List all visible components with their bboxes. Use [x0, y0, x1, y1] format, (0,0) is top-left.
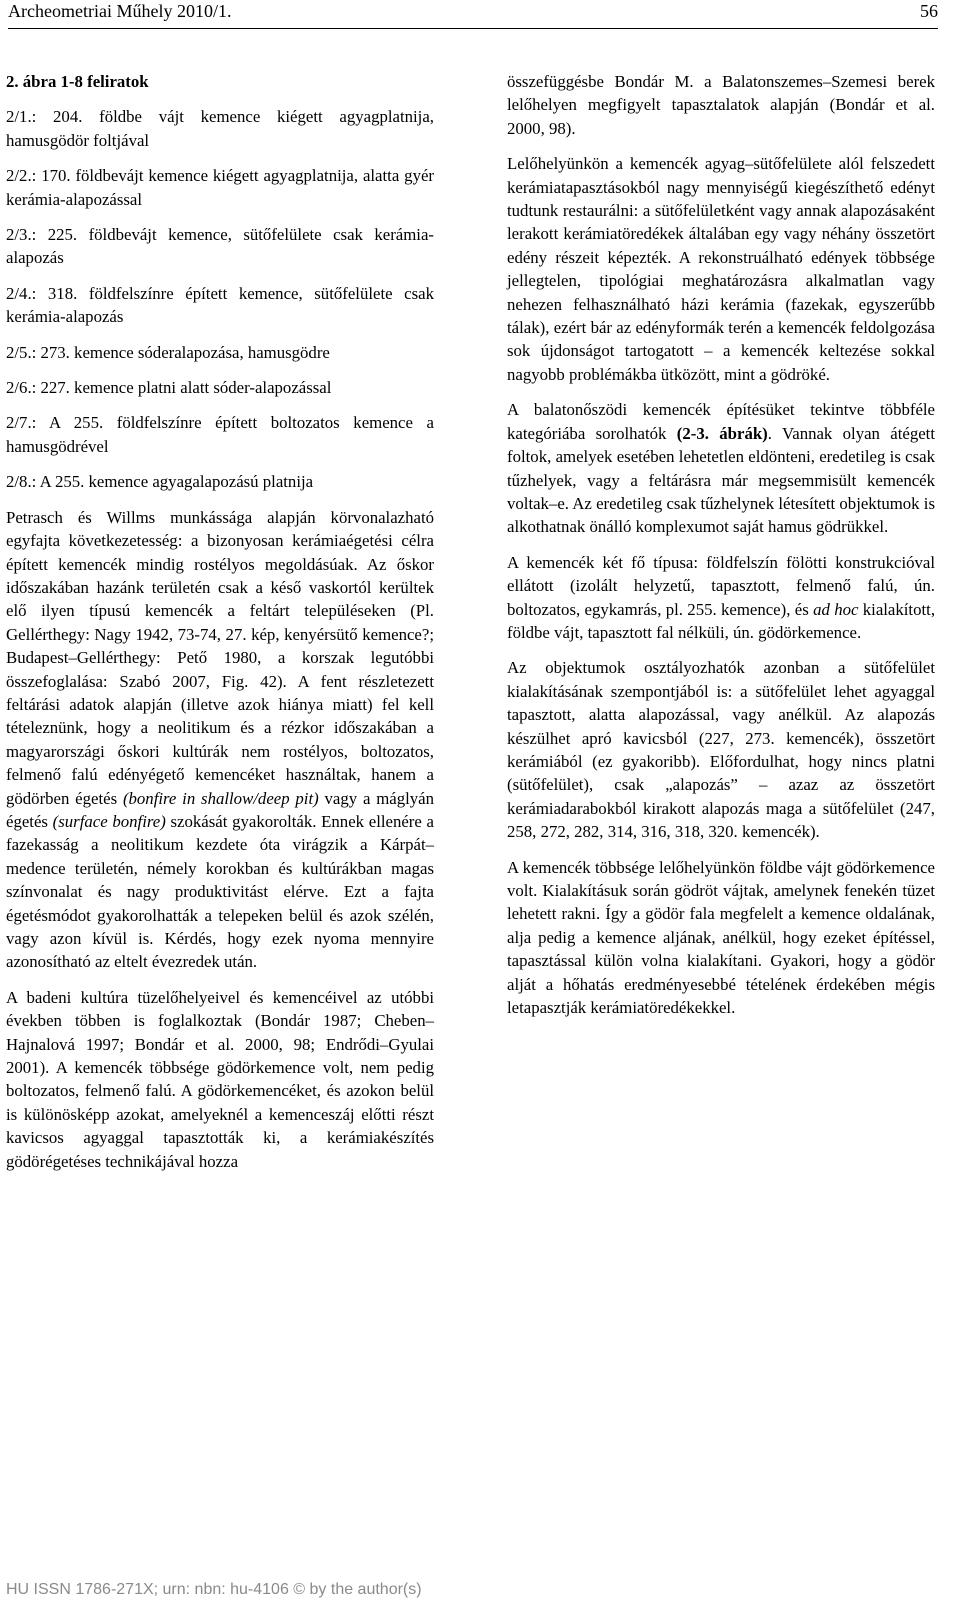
- left-column: [6, 70, 434, 1185]
- body-paragraph: összefüggésbe Bondár M. a Balatonszemes–Szemesi berek lelőhelyen megfigyelt tapasztalatok alapján (Bondár et al. 2000, 98).: [507, 72, 935, 138]
- caption-2-4: 2/4.: 318. földfelszínre épített kemence, sütőfelülete csak kerámia-alapozás: [6, 283, 434, 327]
- issn-footer: HU ISSN 1786-271X; urn: nbn: hu-4106 © by the author(s): [6, 1581, 422, 1598]
- right-column: [507, 70, 935, 1031]
- running-header: [8, 0, 938, 29]
- caption-2-1: 2/1.: 204. földbe vájt kemence kiégett agyagplatnija, hamusgödör foltjával: [6, 107, 434, 150]
- figure-title: 2. ábra 1-8 feliratok: [6, 72, 149, 91]
- caption-2-7: 2/7.: A 255. földfelszínre épített boltozatos kemence a hamusgödrével: [6, 413, 434, 456]
- body-paragraph: Lelőhelyünkön a kemencék agyag–sütőfelülete alól felszedett kerámiatapasztásokból nagy mennyiségű kiegészíthető edényt tudtunk restaurálni: a sütőfelületként vagy annak alapozásaként lerakott kerámiatöredékek általában egy vagy néhány összetört edény részeit képezték. A rekonstruálható edények többsége jellegtelen, tipológiai meghatározásra alkalmatlan vagy nehezen felhasználható házi kerámia (fazekak, egyszerűbb tálak), ezért bár az edényformák terén a kemencék feldolgozása sok újdonságot tartogatott – a kemencék keltezése sokkal nagyobb problémákba ütközött, mint a gödröké.: [507, 154, 935, 384]
- body-paragraph: Az objektumok osztályozhatók azonban a sütőfelület kialakításának szempontjából is: a sütőfelület lehet agyaggal tapasztott, alatta alapozással, vagy anélkül. Az alapozás készülhet apró kavicsból (227, 273. kemencék), összetört kerámiából (ez gyakoribb). Előfordulhat, hogy nincs platni (sütőfelület), csak „alapozás” – azaz az összetört kerámiadarabokból kirakott alapozás maga a sütőfelület (247, 258, 272, 282, 314, 316, 318, 320. kemencék).: [507, 658, 935, 842]
- body-paragraph: A balatonőszödi kemencék építésüket tekintve többféle kategóriába sorolhatók (2-3. ábrák). Vannak olyan átégett foltok, amelyek esetében lehetetlen eldönteni, eredetileg is csak tűzhelyek, vagy a feltárásra már megsemmisült kemencék voltak–e. Az eredetileg csak tűzhelynek létesített objektumok is alkothatnak önálló komplexumot saját hamus gödrükkel.: [507, 400, 935, 537]
- caption-2-2: 2/2.: 170. földbevájt kemence kiégett agyagplatnija, alatta gyér kerámia-alapozással: [6, 166, 434, 209]
- body-paragraph: A kemencék két fő típusa: földfelszín fölötti konstrukcióval ellátott (izolált helyzetű, tapasztott, felmenő falú, ún. boltozatos, egykamrás, pl. 255. kemence), és ad hoc kialakított, földbe vájt, tapasztott fal nélküli, ún. gödörkemence.: [507, 552, 936, 642]
- body-paragraph: Petrasch és Willms munkássága alapján körvonalazható egyfajta következetesség: a bizonyosan kerámiaégetési célra épített kemencék mindig rostélyos megoldásúak. Az őskor időszakában hazánk területén csak a késő vaskortól kerültek elő ilyen típusú kemencék a feltárt településeken (Pl. Gellérthegy: Nagy 1942, 73-74, 27. kép, kenyérsütő kemence?; Budapest–Gellérthegy: Pető 1980, a korszak legutóbbi összefoglalása: Szabó 2007, Fig. 42). A fent részletezett feltárási adatok alapján (illetve azok hiánya miatt) fel kell tételeznünk, hogy a neolitikum és a rézkor időszakában a magyarországi őskori kultúrák nem rostélyos, boltozatos, felmenő falú edényégető kemencéket használtak, hanem a gödörben égetés (bonfire in shallow/deep pit) vagy a máglyán égetés (surface bonfire) szokását gyakorolták. Ennek ellenére a fazekasság a neolitikum kezdete óta virágzik a Kárpát–medence területén, némely korokban és kultúrákban magas színvonalat és nagy produktivitást elérve. Ezt a fajta égetésmódot gyakorolhatták a telepeken belül és azok szélén, vagy azon kívül is. Kérdés, hogy ezek nyoma mennyire azonosítható az eltelt évezredek után.: [6, 507, 435, 972]
- body-paragraph: A kemencék többsége lelőhelyünkön földbe vájt gödörkemence volt. Kialakításuk során gödröt vájtak, amelynek fenekén tüzet lehetett rakni. Így a gödör fala megfelelt a kemence oldalának, alja pedig a kemence aljának, anélkül, hogy ezeket építéssel, tapasztással külön volna kialakítani. Gyakori, hogy a gödör alját a hőhatás eredményesebbé tételének érdekében mégis letapasztják kerámiatöredékekkel.: [507, 857, 935, 1018]
- caption-2-8: 2/8.: A 255. kemence agyagalapozású platnija: [6, 472, 314, 492]
- page-number: 56: [920, 1, 938, 21]
- body-paragraph: A badeni kultúra tüzelőhelyeivel és kemencéivel az utóbbi években többen is foglalkoztak (Bondár 1987; Cheben–Hajnalová 1997; Bondár et al. 2000, 98; Endrődi–Gyulai 2001). A kemencék többsége gödörkemence volt, nem pedig boltozatos, felmenő falú. A gödörkemencéket, és azokon belül is különösképp azokat, amelyeknél a kemenceszáj előtti részt kavicsos agyaggal tapasztották ki, a kerámiakészítés gödörégetéses technikájával hozza: [6, 987, 434, 1171]
- caption-2-3: 2/3.: 225. földbevájt kemence, sütőfelülete csak kerámia-alapozás: [6, 225, 434, 268]
- caption-2-5: 2/5.: 273. kemence sóderalapozása, hamusgödre: [6, 342, 330, 362]
- journal-title: Archeometriai Műhely 2010/1.: [8, 1, 232, 21]
- caption-2-6: 2/6.: 227. kemence platni alatt sóder-alapozással: [6, 378, 332, 398]
